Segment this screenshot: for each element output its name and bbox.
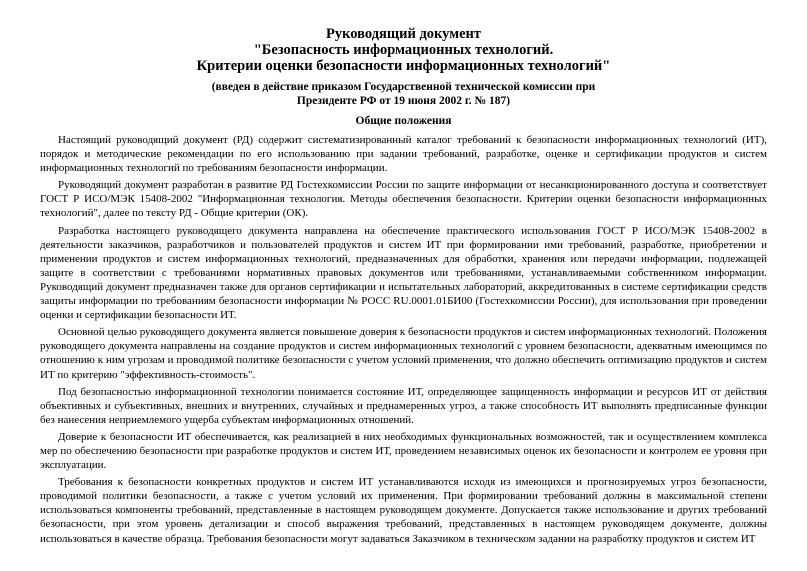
document-type-title: Руководящий документ — [325, 26, 482, 42]
document-title-line-2: Критерии оценки безопасности информационных технологий" — [196, 58, 611, 74]
section-heading: Общие положения — [355, 115, 452, 127]
document-title-line-1: "Безопасность информационных технологий. — [253, 42, 554, 58]
paragraph: Руководящий документ разработан в развитие РД Гостехкомиссии России по защите информации от несанкционированного доступа и соответствует ГОСТ Р ИСО/МЭК 15408-2002 "Информационная технология. Методы обеспечения безопасности. Критерии оценки безопасности информационных технологий", далее по тексту РД - Общие критерии (ОК). — [40, 179, 767, 220]
paragraph: Требования к безопасности конкретных продуктов и систем ИТ устанавливаются исходя из имеющихся и прогнозируемых угроз безопасности, проводимой политики безопасности, а также с учетом условий их применения. При формировании требований должны в максимальной степени использоваться компоненты требований, представленные в настоящем руководящем документе. Допускается также использование и других требований безопасности, при этом уровень детализации и способ выражения требований, представленных в настоящем руководящем документе, должны использоваться в качестве образца. Требования безопасности могут задаваться Заказчиком в техническом задании на разработку продуктов и систем ИТ — [40, 476, 767, 545]
enactment-line-1: (введен в действие приказом Государственной технической комиссии при — [211, 81, 596, 93]
document-header — [40, 26, 767, 74]
document-page — [40, 26, 767, 549]
paragraph: Настоящий руководящий документ (РД) содержит систематизированный каталог требований к безопасности информационных технологий (ИТ), порядок и методические рекомендации по его использованию при задании требований, разработке, оценке и сертификации продуктов и систем информационных технологий по требованиям безопасности информации. — [40, 134, 767, 175]
enactment-note — [40, 80, 767, 108]
document-body — [40, 133, 767, 546]
paragraph: Доверие к безопасности ИТ обеспечивается, как реализацией в них необходимых функциональных возможностей, так и осуществлением комплекса мер по обеспечению безопасности при разработке продуктов и систем ИТ, проведением независимых оценок их безопасности и контролем ее уровня при эксплуатации. — [40, 430, 767, 472]
paragraph: Разработка настоящего руководящего документа направлена на обеспечение практического использования ГОСТ Р ИСО/МЭК 15408-2002 в деятельности заказчиков, разработчиков и пользователей продуктов и систем ИТ при формировании ими требований, разработке, приобретении и применении продуктов и систем информационных технологий, предназначенных для обработки, хранения или передачи информации, подлежащей защите в соответствии с требованиями нормативных правовых документов или требованиями, устанавливаемыми собственником информации. Руководящий документ предназначен также для органов сертификации и испытательных лабораторий, аккредитованных в системе сертификации средств защиты информации по требованиям безопасности информации № РОСС RU.0001.01БИ00 (Гостехкомиссии России), для использования при проведении оценки и сертификации безопасности ИТ. — [40, 224, 767, 322]
enactment-line-2: Президенте РФ от 19 июня 2002 г. № 187) — [296, 95, 511, 107]
paragraph: Под безопасностью информационной технологии понимается состояние ИТ, определяющее защищенность информации и ресурсов ИТ от действия объективных и субъективных, внешних и внутренних, случайных и преднамеренных угроз, а также способность ИТ выполнять предписанные функции без нанесения неприемлемого ущерба субъектам информационных отношений. — [40, 385, 767, 426]
paragraph: Основной целью руководящего документа является повышение доверия к безопасности продуктов и систем информационных технологий. Положения руководящего документа направлены на создание продуктов и систем информационных технологий с уровнем безопасности, адекватным имеющимся по отношению к ним угрозам и проводимой политике безопасности с учетом условий применения, что должно обеспечить оптимизацию продуктов и систем ИТ по критерию "эффективность-стоимость". — [40, 326, 767, 381]
